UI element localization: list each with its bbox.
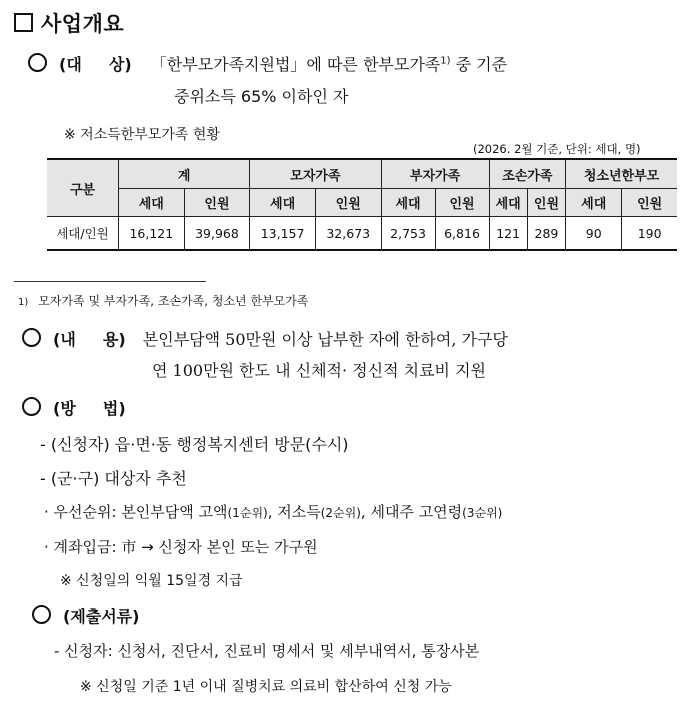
footnote-divider	[14, 281, 206, 282]
cell-youth-households: 90	[566, 217, 622, 251]
footnote-text: 모자가족 및 부자가족, 조손가족, 청소년 한부모가족	[38, 294, 309, 308]
content-line-2: 연 100만원 한도 내 신체적· 정신적 치료비 지원	[152, 361, 486, 380]
circle-bullet-icon	[28, 53, 47, 72]
method-heading	[22, 396, 126, 419]
group-grandparent: 조손가족	[489, 159, 566, 189]
table-row	[47, 217, 677, 251]
priority-mid: , 저소득	[267, 503, 321, 521]
priority-mid-2: , 세대주 고연령	[360, 503, 463, 521]
docs-heading	[32, 604, 139, 627]
docs-label: (제출서류)	[63, 607, 140, 626]
sub-persons: 인원	[315, 189, 381, 217]
method-item-1: - (신청자) 읍·면·동 행정복지센터 방문(수시)	[40, 435, 349, 454]
sub-households: 세대	[381, 189, 435, 217]
content-label: (내 용)	[53, 330, 126, 349]
content-line-1	[22, 327, 508, 350]
sub-households: 세대	[250, 189, 316, 217]
status-heading: ※ 저소득한부모가족 현황	[64, 127, 220, 143]
cell-total-households: 16,121	[119, 217, 185, 251]
docs-note: ※ 신청일 기준 1년 이내 질병치료 의료비 합산하여 신청 가능	[80, 679, 452, 695]
target-line-2: 중위소득 65% 이하인 자	[174, 87, 349, 106]
square-bullet-icon	[14, 13, 33, 32]
cell-grand-persons: 289	[527, 217, 565, 251]
sub-persons: 인원	[622, 189, 677, 217]
footnote-ref: 1)	[440, 55, 451, 67]
target-label: (대 상)	[59, 55, 132, 74]
content-text-1: 본인부담액 50만원 이상 납부한 자에 한하여, 가구당	[142, 330, 508, 349]
row-header: 구분	[47, 159, 119, 217]
sub-households: 세대	[119, 189, 185, 217]
priority-rank-1: (1순위)	[227, 506, 268, 520]
table-header-row	[47, 159, 677, 189]
sub-persons: 인원	[184, 189, 250, 217]
cell-mother-households: 13,157	[250, 217, 316, 251]
cell-father-persons: 6,816	[435, 217, 489, 251]
target-line-1	[28, 52, 507, 75]
method-priority	[44, 501, 502, 522]
method-note: ※ 신청일의 익월 15일경 지급	[60, 573, 243, 589]
row-label: 세대/인원	[47, 217, 119, 251]
target-text-1: 「한부모가족지원법」에 따른 한부모가족	[150, 55, 441, 74]
table-note: (2026. 2월 기준, 단위: 세대, 명)	[473, 142, 641, 156]
footnote	[18, 292, 308, 309]
method-label: (방 법)	[53, 399, 126, 418]
group-mother-child: 모자가족	[250, 159, 381, 189]
method-transfer: · 계좌입금: 市 → 신청자 본인 또는 가구원	[44, 538, 318, 556]
cell-youth-persons: 190	[622, 217, 677, 251]
priority-rank-2: (2순위)	[320, 506, 361, 520]
priority-prefix: · 우선순위: 본인부담액 고액	[44, 503, 228, 521]
circle-bullet-icon	[32, 605, 51, 624]
cell-mother-persons: 32,673	[315, 217, 381, 251]
sub-persons: 인원	[435, 189, 489, 217]
cell-grand-households: 121	[489, 217, 527, 251]
circle-bullet-icon	[22, 328, 41, 347]
priority-rank-3: (3순위)	[462, 506, 503, 520]
section-title: 사업개요	[14, 8, 124, 38]
group-total: 계	[119, 159, 250, 189]
group-youth-parent: 청소년한부모	[566, 159, 677, 189]
group-father-child: 부자가족	[381, 159, 489, 189]
cell-father-households: 2,753	[381, 217, 435, 251]
docs-line: - 신청자: 신청서, 진단서, 진료비 명세서 및 세부내역서, 통장사본	[54, 642, 480, 660]
sub-households: 세대	[489, 189, 527, 217]
footnote-mark: 1)	[18, 297, 29, 308]
sub-persons: 인원	[527, 189, 565, 217]
method-item-2: - (군·구) 대상자 추천	[40, 469, 187, 488]
status-table	[47, 158, 677, 251]
target-text-1-tail: 중 기준	[450, 55, 508, 74]
circle-bullet-icon	[22, 397, 41, 416]
table-subheader-row	[47, 189, 677, 217]
cell-total-persons: 39,968	[184, 217, 250, 251]
sub-households: 세대	[566, 189, 622, 217]
